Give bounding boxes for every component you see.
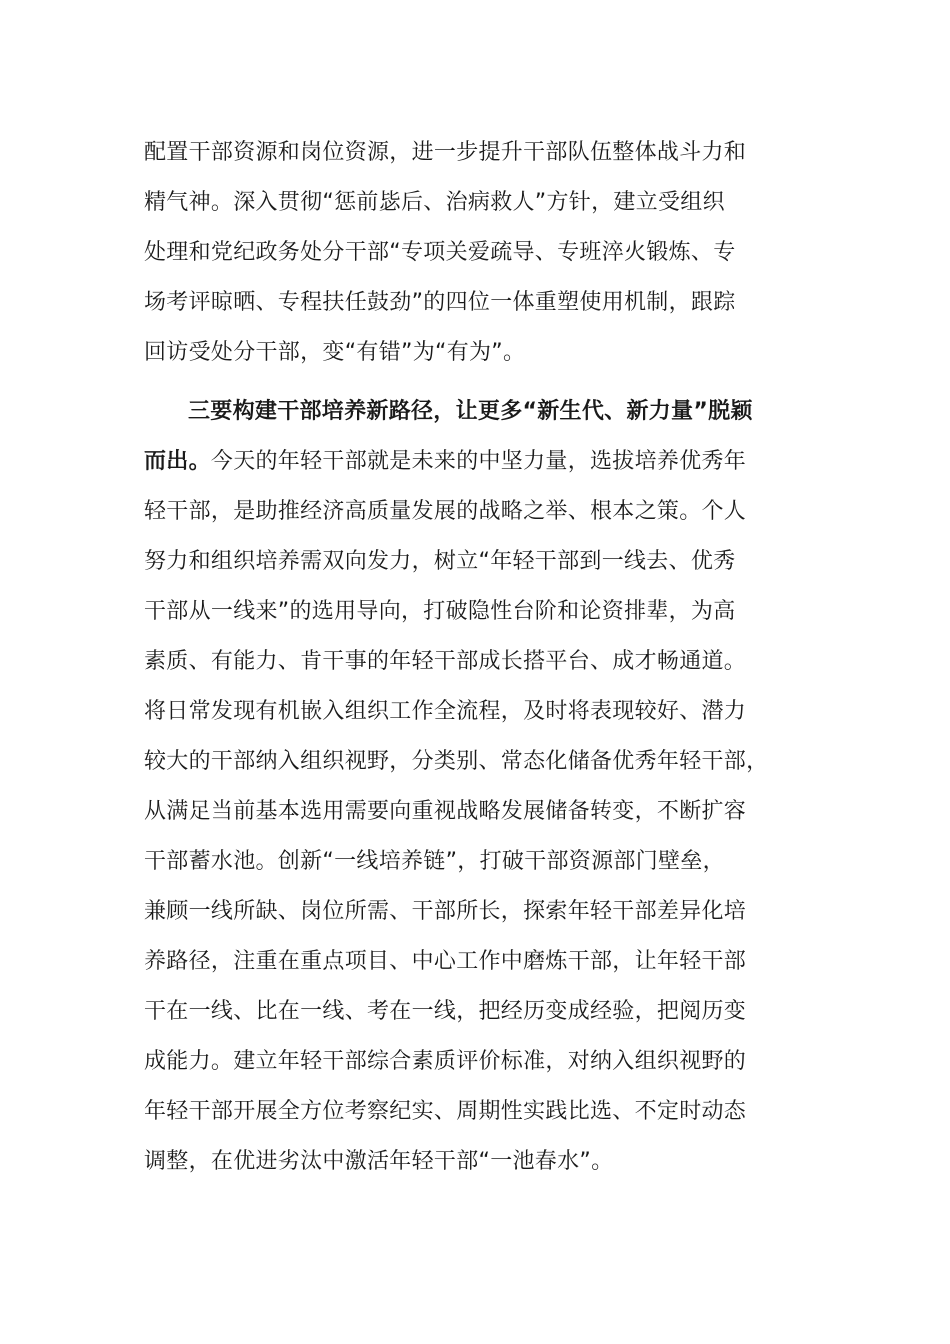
document-body	[144, 128, 824, 1187]
paragraph-2-line: 兼顾一线所缺、岗位所需、干部所长，探索年轻干部差异化培	[144, 899, 747, 924]
paragraph-2-heading-end: 而出。	[144, 449, 211, 474]
paragraph-2-line: 年轻干部开展全方位考察纪实、周期性实践比选、不定时动态	[144, 1099, 747, 1124]
paragraph-2-line: 从满足当前基本选用需要向重视战略发展储备转变，不断扩容	[144, 799, 747, 824]
paragraph-2-line: 努力和组织培养需双向发力，树立“年轻干部到一线去、优秀	[144, 549, 736, 574]
paragraph-2-line: 素质、有能力、肯干事的年轻干部成长搭平台、成才畅通道。	[144, 649, 747, 674]
paragraph-2-line: 干在一线、比在一线、考在一线，把经历变成经验，把阅历变	[144, 999, 747, 1024]
paragraph-2-line-text: 今天的年轻干部就是未来的中坚力量，选拔培养优秀年	[210, 449, 747, 474]
paragraph-2-line: 将日常发现有机嵌入组织工作全流程，及时将表现较好、潜力	[144, 699, 747, 724]
paragraph-2-heading: 三要构建干部培养新路径，让更多“新生代、新力量”脱颖	[188, 399, 753, 424]
paragraph-2-line: 干部从一线来”的选用导向，打破隐性台阶和论资排辈，为高	[144, 599, 736, 624]
paragraph-1-line: 回访受处分干部，变“有错”为“有为”。	[144, 340, 526, 365]
paragraph-2-line	[144, 437, 824, 487]
paragraph-1	[144, 128, 824, 378]
paragraph-1-line: 配置干部资源和岗位资源，进一步提升干部队伍整体战斗力和	[144, 140, 747, 165]
paragraph-2-line: 成能力。建立年轻干部综合素质评价标准，对纳入组织视野的	[144, 1049, 747, 1074]
paragraph-2-line: 调整，在优进劣汰中激活年轻干部“一池春水”。	[144, 1149, 614, 1174]
paragraph-1-line: 场考评晾晒、专程扶任鼓劲”的四位一体重塑使用机制，跟踪	[144, 290, 736, 315]
paragraph-spacer	[144, 378, 824, 387]
paragraph-2-line: 较大的干部纳入组织视野，分类别、常态化储备优秀年轻干部，	[144, 749, 769, 774]
paragraph-2-line: 养路径，注重在重点项目、中心工作中磨炼干部，让年轻干部	[144, 949, 747, 974]
paragraph-2-line: 干部蓄水池。创新“一线培养链”，打破干部资源部门壁垒，	[144, 849, 725, 874]
paragraph-2-line: 轻干部，是助推经济高质量发展的战略之举、根本之策。个人	[144, 499, 747, 524]
paragraph-1-line: 精气神。深入贯彻“惩前毖后、治病救人”方针，建立受组织	[144, 190, 725, 215]
paragraph-1-line: 处理和党纪政务处分干部“专项关爱疏导、专班淬火锻炼、专	[144, 240, 736, 265]
paragraph-2	[144, 387, 824, 1187]
